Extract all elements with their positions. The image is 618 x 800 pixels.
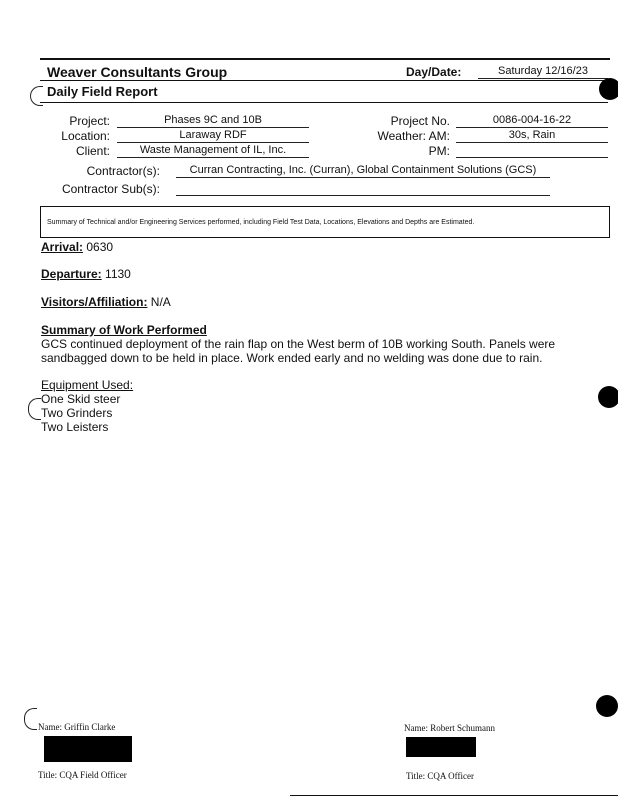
contractors-value: Curran Contracting, Inc. (Curran), Global Containment Solutions (GCS) xyxy=(176,164,550,178)
arrival-value: 0630 xyxy=(86,240,114,254)
right-signature-redaction xyxy=(406,737,476,757)
pm-value xyxy=(456,144,608,158)
contractor-subs-label: Contractor Sub(s): xyxy=(61,182,160,196)
bottom-rule xyxy=(290,795,618,796)
company-name: Weaver Consultants Group xyxy=(47,64,228,80)
day-date-label: Day/Date: xyxy=(406,65,462,79)
departure-line xyxy=(41,267,131,281)
location-value: Laraway RDF xyxy=(117,129,309,143)
project-value: Phases 9C and 10B xyxy=(117,114,309,128)
signature-margin-bracket xyxy=(24,708,37,730)
day-date-value: Saturday 12/16/23 xyxy=(478,64,608,79)
visitors-value: N/A xyxy=(150,295,171,309)
visitors-label: Visitors/Affiliation: xyxy=(41,295,148,309)
arrival-line xyxy=(41,240,113,254)
punch-hole-top xyxy=(599,78,618,100)
project-no-value: 0086-004-16-22 xyxy=(456,114,608,128)
equipment-item: One Skid steer xyxy=(41,392,121,406)
contractors-label: Contractor(s): xyxy=(86,164,160,178)
client-value: Waste Management of IL, Inc. xyxy=(117,144,309,158)
top-rule xyxy=(40,58,610,60)
punch-hole-bottom xyxy=(596,695,618,717)
left-margin-bracket xyxy=(30,86,43,106)
weather-am-value: 30s, Rain xyxy=(456,129,608,143)
project-no-label: Project No. xyxy=(390,114,450,128)
punch-hole-middle xyxy=(598,386,618,408)
equipment-margin-bracket xyxy=(28,398,41,420)
left-signer-title: Title: CQA Field Officer xyxy=(38,770,127,780)
contractor-subs-value xyxy=(176,182,550,196)
visitors-line xyxy=(41,295,171,309)
weather-am-label: Weather: AM: xyxy=(377,129,450,143)
project-label: Project: xyxy=(69,114,110,128)
pm-label: PM: xyxy=(428,144,450,158)
equipment-heading: Equipment Used: xyxy=(41,378,134,392)
header-bottom-rule xyxy=(40,102,608,103)
left-signer-name: Name: Griffin Clarke xyxy=(38,722,116,732)
location-label: Location: xyxy=(61,129,110,143)
work-line-1: GCS continued deployment of the rain flap on the West berm of 10B working South. Panels were xyxy=(41,337,556,351)
departure-label: Departure: xyxy=(41,267,102,281)
client-label: Client: xyxy=(75,144,110,158)
right-signer-title: Title: CQA Officer xyxy=(406,771,475,781)
equipment-item: Two Grinders xyxy=(41,406,113,420)
work-heading: Summary of Work Performed xyxy=(41,323,207,337)
summary-box-text: Summary of Technical and/or Engineering Services performed, including Field Test Data, Locations, Elevations and Depths are Estimated. xyxy=(47,219,475,226)
right-signer-name: Name: Robert Schumann xyxy=(404,723,495,733)
summary-box xyxy=(40,206,610,238)
left-signature-redaction xyxy=(44,736,132,762)
report-title: Daily Field Report xyxy=(47,84,158,99)
equipment-item: Two Leisters xyxy=(41,420,109,434)
work-line-2: sandbagged down to be held in place. Work ended early and no welding was done due to rain. xyxy=(41,351,543,365)
departure-value: 1130 xyxy=(105,267,131,281)
header-mid-rule xyxy=(40,80,608,81)
arrival-label: Arrival: xyxy=(41,240,84,254)
